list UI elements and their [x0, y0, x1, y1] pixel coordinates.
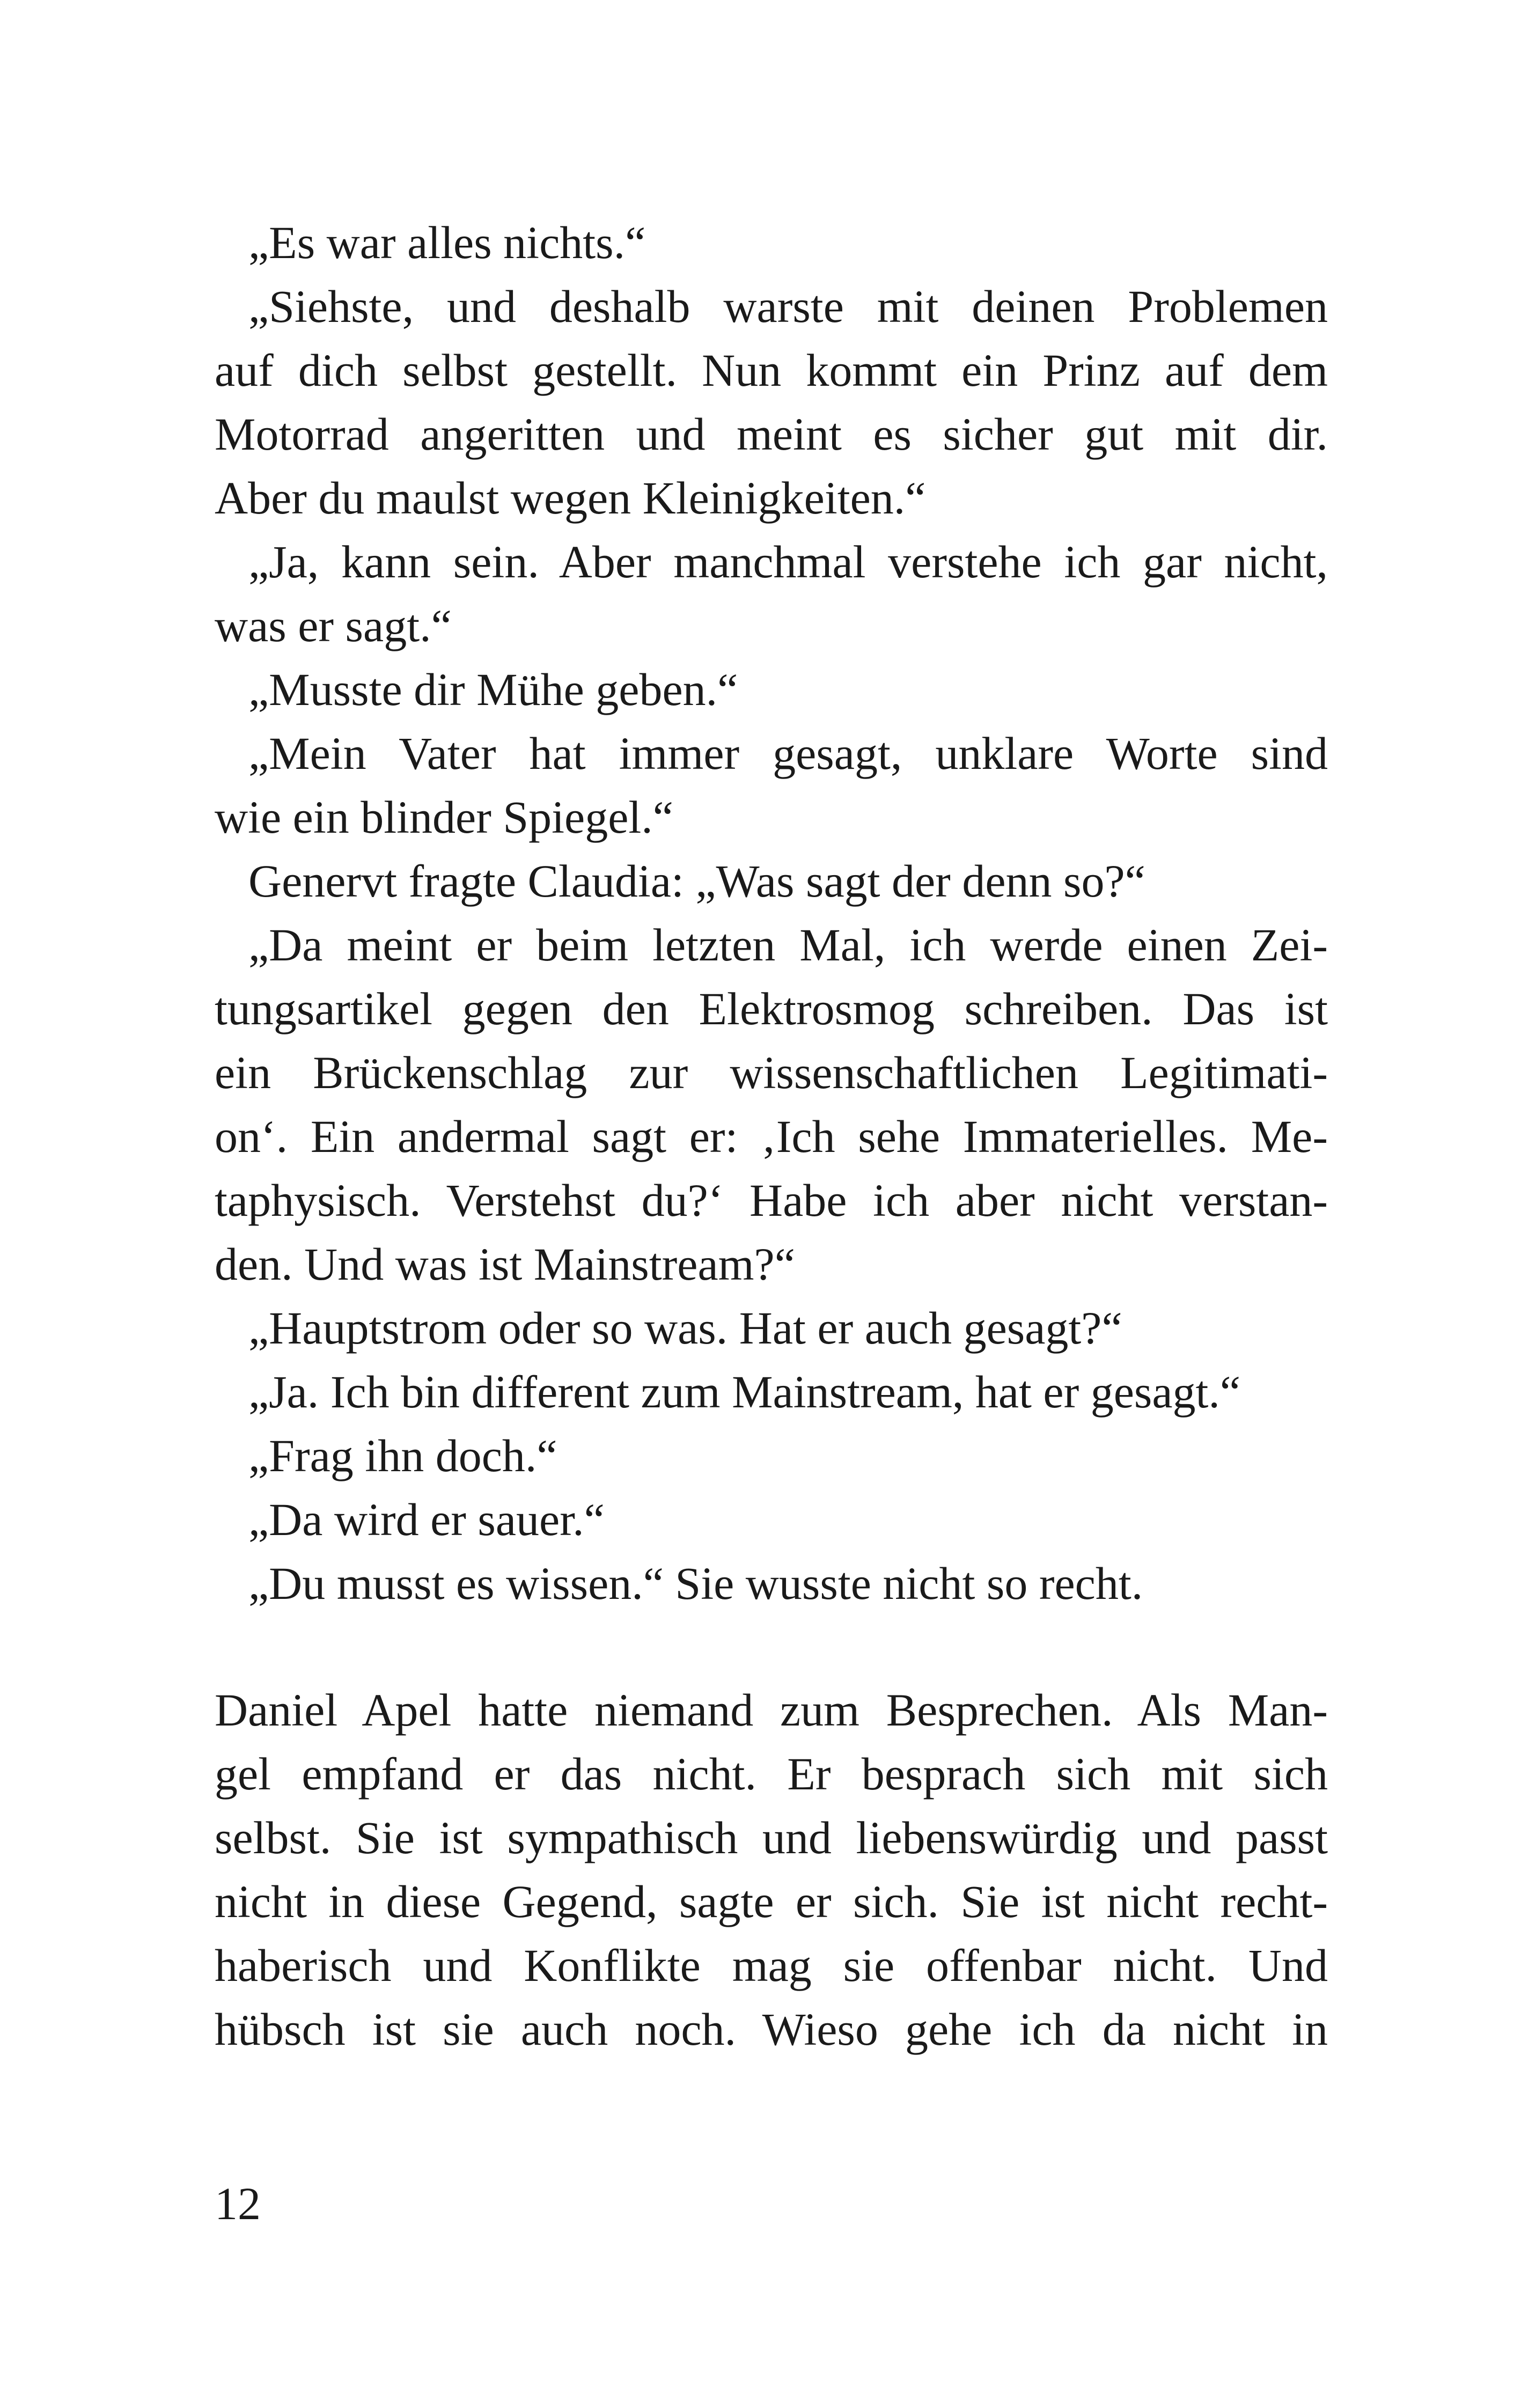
dialogue-line: „Du musst es wissen.“ Sie wusste nicht so recht. — [248, 1558, 1143, 1609]
dialogue-line: „Da wird er sauer.“ — [248, 1494, 605, 1545]
dialogue-line: tungsartikel gegen den Elektrosmog schreiben. Das ist — [215, 983, 1328, 1034]
dialogue-line: den. Und was ist Mainstream?“ — [215, 1238, 795, 1290]
dialogue-line: „Hauptstrom oder so was. Hat er auch gesagt?“ — [248, 1302, 1122, 1354]
dialogue-line: „Musste dir Mühe geben.“ — [248, 664, 738, 715]
dialogue-line: ein Brückenschlag zur wissenschaftlichen Legitimati- — [215, 1047, 1328, 1098]
dialogue-section — [215, 211, 1328, 1616]
dialogue-line: auf dich selbst gestellt. Nun kommt ein Prinz auf dem — [215, 344, 1328, 396]
dialogue-line: Genervt fragte Claudia: „Was sagt der denn so?“ — [248, 855, 1145, 907]
page-number: 12 — [215, 2178, 261, 2229]
dialogue-line: „Frag ihn doch.“ — [248, 1430, 557, 1481]
dialogue-line: „Ja, kann sein. Aber manchmal verstehe ich gar nicht, — [248, 536, 1328, 588]
paragraph-line: selbst. Sie ist sympathisch und liebenswürdig und passt — [215, 1812, 1328, 1863]
dialogue-line: „Siehste, und deshalb warste mit deinen Problemen — [248, 281, 1328, 332]
narrative-paragraph — [215, 1678, 1328, 2061]
paragraph-line: gel empfand er das nicht. Er besprach sich mit sich — [215, 1748, 1328, 1800]
dialogue-line: on‘. Ein andermal sagt er: ‚Ich sehe Immaterielles. Me- — [215, 1111, 1328, 1162]
dialogue-line: wie ein blinder Spiegel.“ — [215, 791, 673, 843]
dialogue-line: Aber du maulst wegen Kleinigkeiten.“ — [215, 472, 926, 524]
paragraph-line: Daniel Apel hatte niemand zum Besprechen. Als Man- — [215, 1684, 1328, 1736]
dialogue-line: „Es war alles nichts.“ — [248, 217, 646, 268]
dialogue-line: taphysisch. Verstehst du?‘ Habe ich aber nicht verstan- — [215, 1174, 1328, 1226]
dialogue-line: „Mein Vater hat immer gesagt, unklare Worte sind — [248, 728, 1328, 779]
dialogue-line: „Ja. Ich bin different zum Mainstream, hat er gesagt.“ — [248, 1366, 1241, 1418]
paragraph-line: hübsch ist sie auch noch. Wieso gehe ich da nicht in — [215, 2003, 1328, 2055]
dialogue-line: Motorrad angeritten und meint es sicher gut mit dir. — [215, 408, 1328, 460]
dialogue-line: „Da meint er beim letzten Mal, ich werde einen Zei- — [248, 919, 1328, 971]
dialogue-line: was er sagt.“ — [215, 600, 452, 651]
paragraph-line: haberisch und Konflikte mag sie offenbar nicht. Und — [215, 1940, 1328, 1991]
paragraph-line: nicht in diese Gegend, sagte er sich. Sie ist nicht recht- — [215, 1876, 1328, 1927]
